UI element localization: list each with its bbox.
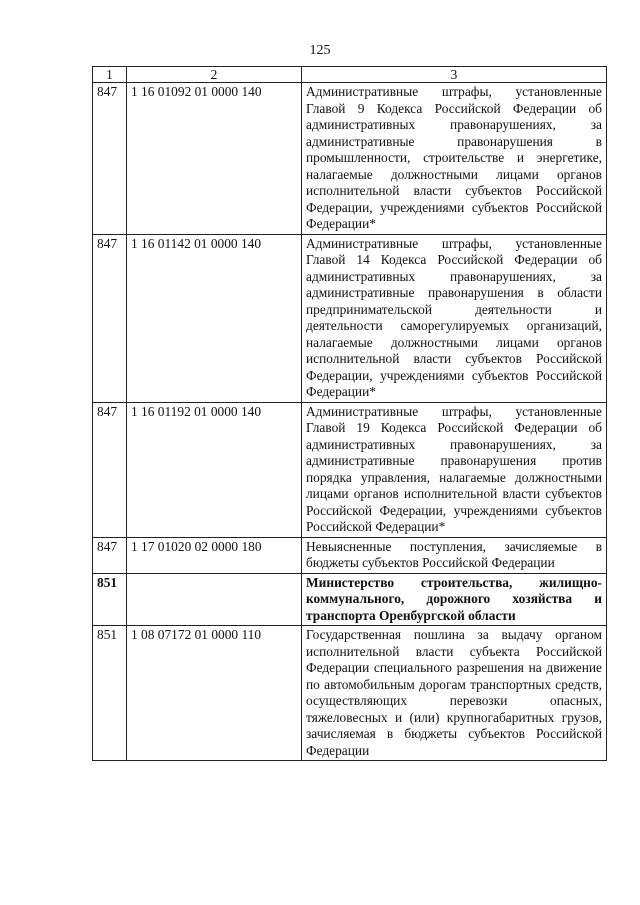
table-row (93, 83, 607, 235)
budget-code-cell (127, 573, 302, 626)
table-row (93, 626, 607, 761)
table-row (93, 537, 607, 573)
table-header-row (93, 67, 607, 83)
budget-code-cell: 1 16 01142 01 0000 140 (127, 234, 302, 402)
description-cell: Невыясненные поступления, зачисляемые в бюджеты субъектов Российской Федерации (302, 537, 607, 573)
description-cell: Административные штрафы, установленные Главой 9 Кодекса Российской Федерации об административных правонарушениях, за административные правонарушения в промышленности, строительстве и энергетике, налагаемые должностными лицами органов исполнительной власти субъектов Российской Федерации, учреждениями субъектов Российской Федерации* (302, 83, 607, 235)
description-cell: Административные штрафы, установленные Главой 14 Кодекса Российской Федерации об административных правонарушениях, за административные правонарушения в области предпринимательской деятельности и деятельности саморегулируемых организаций, налагаемые должностными лицами органов исполнительной власти субъектов Российской Федерации, учреждениями субъектов Российской Федерации* (302, 234, 607, 402)
description-cell: Государственная пошлина за выдачу органом исполнительной власти субъекта Российской Федерации специального разрешения на движение по автомобильным дорогам транспортных средств, осуществляющих перевозки опасных, тяжеловесных и (или) крупногабаритных грузов, зачисляемая в бюджеты субъектов Российской Федерации (302, 626, 607, 761)
budget-code-cell: 1 16 01192 01 0000 140 (127, 402, 302, 537)
admin-code-cell: 851 (93, 573, 127, 626)
table-row (93, 234, 607, 402)
admin-code-cell: 847 (93, 83, 127, 235)
table-section-row (93, 573, 607, 626)
budget-code-cell: 1 16 01092 01 0000 140 (127, 83, 302, 235)
header-col-2: 2 (127, 67, 302, 83)
ministry-name-cell: Министерство строительства, жилищно-коммунального, дорожного хозяйства и транспорта Оренбургской области (302, 573, 607, 626)
budget-code-cell: 1 17 01020 02 0000 180 (127, 537, 302, 573)
table-row (93, 402, 607, 537)
description-cell: Административные штрафы, установленные Главой 19 Кодекса Российской Федерации об административных правонарушениях, за административные правонарушения против порядка управления, налагаемые должностными лицами органов исполнительной власти субъектов Российской Федерации, учреждениями субъектов Российской Федерации* (302, 402, 607, 537)
header-col-3: 3 (302, 67, 607, 83)
admin-code-cell: 847 (93, 537, 127, 573)
page-number: 125 (309, 43, 331, 58)
revenue-codes-table (92, 66, 607, 761)
admin-code-cell: 851 (93, 626, 127, 761)
admin-code-cell: 847 (93, 402, 127, 537)
header-col-1: 1 (93, 67, 127, 83)
budget-code-cell: 1 08 07172 01 0000 110 (127, 626, 302, 761)
admin-code-cell: 847 (93, 234, 127, 402)
